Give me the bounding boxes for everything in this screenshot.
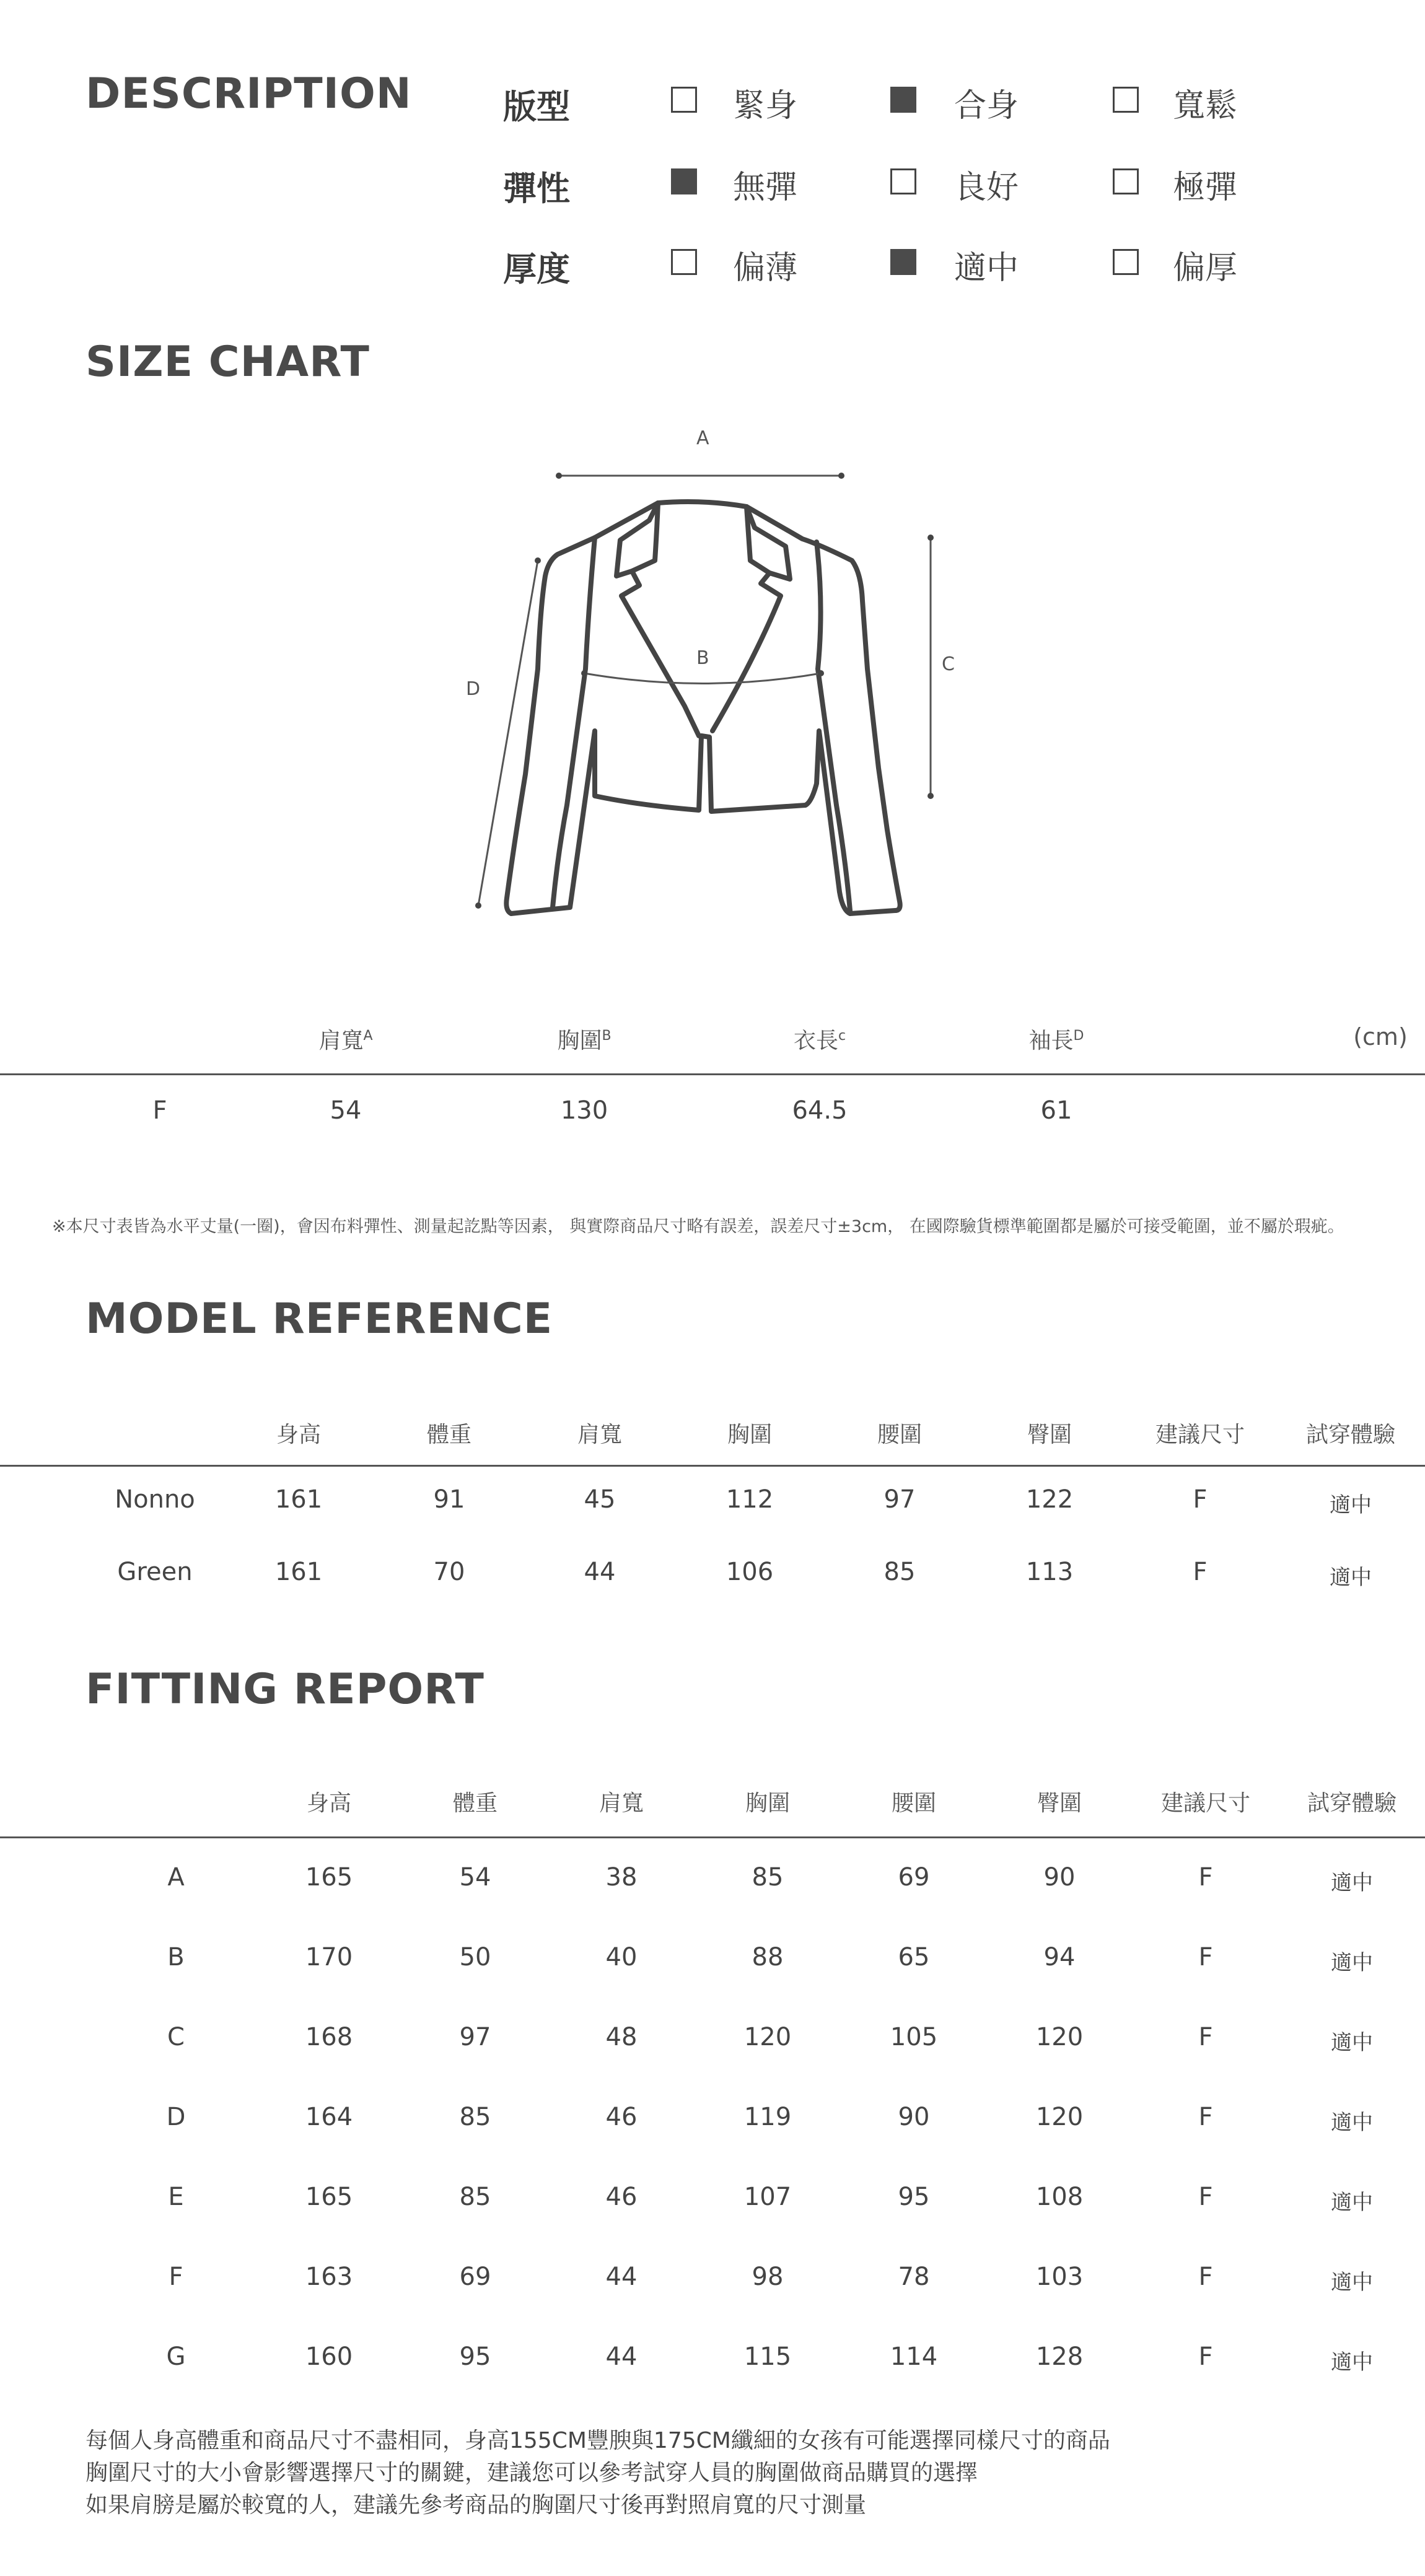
- table-cell: 94: [1043, 1943, 1076, 1971]
- table-divider: [0, 1465, 1425, 1467]
- row-name: A: [167, 1863, 185, 1892]
- table-cell: 90: [898, 2103, 930, 2131]
- column-header: [318, 1023, 372, 1055]
- table-cell: 50: [459, 1943, 491, 1971]
- column-header: [794, 1023, 846, 1055]
- table-cell: F: [1193, 1485, 1208, 1514]
- table-cell: F: [1198, 1863, 1213, 1892]
- table-cell: 38: [605, 1863, 638, 1892]
- row-name: F: [169, 2263, 183, 2291]
- option-label: 極彈: [1173, 169, 1238, 206]
- option-label: 寬鬆: [1173, 87, 1238, 124]
- row-name: D: [166, 2103, 186, 2131]
- column-header-text: 衣長: [793, 1028, 838, 1054]
- table-cell: 95: [898, 2183, 930, 2211]
- column-header: 肩寬: [577, 1422, 623, 1447]
- table-cell: F: [1198, 2263, 1213, 2291]
- table-cell: 適中: [1331, 2110, 1373, 2135]
- table-cell: 46: [605, 2103, 638, 2131]
- column-header: 建議尺寸: [1155, 1422, 1245, 1447]
- table-cell: 90: [1043, 1863, 1076, 1892]
- table-cell: 107: [743, 2183, 792, 2211]
- table-cell: 120: [1035, 2103, 1084, 2131]
- table-cell: 97: [884, 1485, 916, 1514]
- table-cell: 168: [305, 2023, 353, 2051]
- table-cell: 48: [605, 2023, 638, 2051]
- table-cell: 105: [890, 2023, 938, 2051]
- table-cell: 97: [459, 2023, 491, 2051]
- table-cell: 160: [305, 2342, 353, 2371]
- option-label: 良好: [954, 169, 1019, 206]
- table-cell: 適中: [1331, 1950, 1373, 1975]
- table-cell: 適中: [1331, 2190, 1373, 2215]
- option-label: 合身: [954, 87, 1019, 124]
- column-header: 臀圍: [1037, 1791, 1082, 1816]
- table-cell: 115: [743, 2342, 792, 2371]
- column-header-text: 袖長: [1028, 1028, 1074, 1054]
- table-cell: 適中: [1331, 1871, 1373, 1895]
- table-cell: 114: [890, 2342, 938, 2371]
- table-cell: F: [1198, 1943, 1213, 1971]
- checkbox: [671, 168, 697, 194]
- row-name: Nonno: [115, 1485, 195, 1514]
- column-header-superscript: D: [1073, 1028, 1084, 1044]
- model-reference-heading: MODEL REFERENCE: [86, 1295, 553, 1343]
- checkbox: [890, 249, 916, 275]
- checkbox: [1113, 87, 1139, 113]
- option-label: 無彈: [733, 169, 798, 206]
- table-cell: 120: [1035, 2023, 1084, 2051]
- row-name: B: [167, 1943, 185, 1971]
- column-header-superscript: B: [602, 1028, 612, 1044]
- table-cell: 54: [459, 1863, 491, 1892]
- column-header: 身高: [306, 1791, 352, 1816]
- table-cell: 128: [1035, 2342, 1084, 2371]
- table-cell: 適中: [1331, 2030, 1373, 2055]
- table-cell: 113: [1025, 1558, 1074, 1586]
- description-heading: DESCRIPTION: [86, 69, 412, 118]
- table-cell: 69: [898, 1863, 930, 1892]
- footer-line: 每個人身高體重和商品尺寸不盡相同，身高155CM豐腴與175CM纖細的女孩有可能選擇同樣尺寸的商品: [86, 2428, 1110, 2453]
- option-label: 偏薄: [733, 250, 798, 287]
- column-header-text: 胸圍: [557, 1028, 602, 1054]
- checkbox: [671, 249, 697, 275]
- column-header-superscript: c: [838, 1028, 846, 1044]
- column-header: 建議尺寸: [1160, 1791, 1251, 1816]
- table-cell: 161: [274, 1485, 323, 1514]
- size-note: ※本尺寸表皆為水平丈量(一圈)，會因布料彈性、測量起訖點等因素， 與實際商品尺寸略有誤差，誤差尺寸±3cm， 在國際驗貨標準範圍都是屬於可接受範圍，並不屬於瑕疵。: [52, 1217, 1344, 1236]
- attribute-label: 彈性: [503, 169, 570, 208]
- table-cell: 88: [752, 1943, 784, 1971]
- table-cell: 85: [459, 2183, 491, 2211]
- table-cell: 170: [305, 1943, 353, 1971]
- table-divider: [0, 1836, 1425, 1838]
- footer-line: 胸圍尺寸的大小會影響選擇尺寸的關鍵，建議您可以參考試穿人員的胸圍做商品購買的選擇: [86, 2460, 978, 2486]
- diagram-label-d: D: [466, 678, 481, 700]
- checkbox: [1113, 249, 1139, 275]
- table-cell: 適中: [1331, 2270, 1373, 2295]
- table-cell: 45: [584, 1485, 616, 1514]
- table-cell: 適中: [1331, 2350, 1373, 2375]
- row-name: Green: [117, 1558, 193, 1586]
- column-header: 腰圍: [877, 1422, 923, 1447]
- column-header: 體重: [452, 1791, 498, 1816]
- table-cell: 161: [274, 1558, 323, 1586]
- option-label: 適中: [954, 250, 1019, 287]
- footer-line: 如果肩膀是屬於較寬的人，建議先參考商品的胸圍尺寸後再對照肩寬的尺寸測量: [86, 2492, 867, 2518]
- column-header: 胸圍: [745, 1791, 791, 1816]
- size-name: F: [152, 1096, 167, 1125]
- table-cell: 65: [898, 1943, 930, 1971]
- table-cell: 44: [605, 2342, 638, 2371]
- table-cell: 103: [1035, 2263, 1084, 2291]
- column-header: 臀圍: [1027, 1422, 1072, 1447]
- table-cell: 95: [459, 2342, 491, 2371]
- fitting-report-heading: FITTING REPORT: [86, 1665, 484, 1714]
- table-cell: 54: [330, 1096, 362, 1125]
- table-cell: F: [1198, 2183, 1213, 2211]
- table-cell: 108: [1035, 2183, 1084, 2211]
- table-cell: 164: [305, 2103, 353, 2131]
- checkbox: [1113, 168, 1139, 194]
- attribute-label: 版型: [503, 87, 570, 126]
- table-cell: 122: [1025, 1485, 1074, 1514]
- column-header: 腰圍: [891, 1791, 937, 1816]
- table-cell: 85: [884, 1558, 916, 1586]
- checkbox: [890, 87, 916, 113]
- size-chart-heading: SIZE CHART: [86, 338, 370, 386]
- unit-label: (cm): [1353, 1023, 1408, 1050]
- option-label: 緊身: [733, 87, 798, 124]
- diagram-label-c: C: [942, 653, 955, 675]
- table-cell: 40: [605, 1943, 638, 1971]
- table-cell: 85: [459, 2103, 491, 2131]
- table-divider: [0, 1073, 1425, 1075]
- column-header: 胸圍: [727, 1422, 773, 1447]
- table-cell: F: [1198, 2023, 1213, 2051]
- column-header: 體重: [426, 1422, 472, 1447]
- table-cell: 46: [605, 2183, 638, 2211]
- table-cell: 69: [459, 2263, 491, 2291]
- table-cell: 85: [752, 1863, 784, 1892]
- diagram-label-a: A: [696, 427, 709, 449]
- table-cell: F: [1198, 2103, 1213, 2131]
- table-cell: 適中: [1330, 1565, 1372, 1590]
- table-cell: 61: [1040, 1096, 1072, 1125]
- checkbox: [671, 87, 697, 113]
- option-label: 偏厚: [1173, 250, 1238, 287]
- table-cell: F: [1193, 1558, 1208, 1586]
- table-cell: F: [1198, 2342, 1213, 2371]
- column-header: [1029, 1023, 1084, 1055]
- table-cell: 70: [433, 1558, 465, 1586]
- jacket-diagram: [434, 421, 991, 935]
- table-cell: 106: [726, 1558, 774, 1586]
- checkbox: [890, 168, 916, 194]
- table-cell: 119: [743, 2103, 792, 2131]
- table-cell: 44: [605, 2263, 638, 2291]
- column-header-superscript: A: [363, 1028, 373, 1044]
- column-header: 試穿體驗: [1307, 1791, 1397, 1816]
- table-cell: 112: [726, 1485, 774, 1514]
- table-cell: 165: [305, 2183, 353, 2211]
- column-header: 肩寬: [598, 1791, 644, 1816]
- column-header: 身高: [276, 1422, 322, 1447]
- table-cell: 98: [752, 2263, 784, 2291]
- table-cell: 120: [743, 2023, 792, 2051]
- table-cell: 44: [584, 1558, 616, 1586]
- table-cell: 163: [305, 2263, 353, 2291]
- table-cell: 91: [433, 1485, 465, 1514]
- table-cell: 適中: [1330, 1493, 1372, 1517]
- column-header-text: 肩寬: [318, 1028, 364, 1054]
- column-header: [557, 1023, 611, 1055]
- row-name: G: [166, 2342, 186, 2371]
- table-cell: 130: [560, 1096, 608, 1125]
- attribute-label: 厚度: [503, 250, 570, 289]
- row-name: C: [167, 2023, 185, 2051]
- column-header: 試穿體驗: [1305, 1422, 1396, 1447]
- table-cell: 64.5: [792, 1096, 848, 1125]
- diagram-label-b: B: [696, 647, 709, 669]
- row-name: E: [168, 2183, 184, 2211]
- table-cell: 78: [898, 2263, 930, 2291]
- table-cell: 165: [305, 1863, 353, 1892]
